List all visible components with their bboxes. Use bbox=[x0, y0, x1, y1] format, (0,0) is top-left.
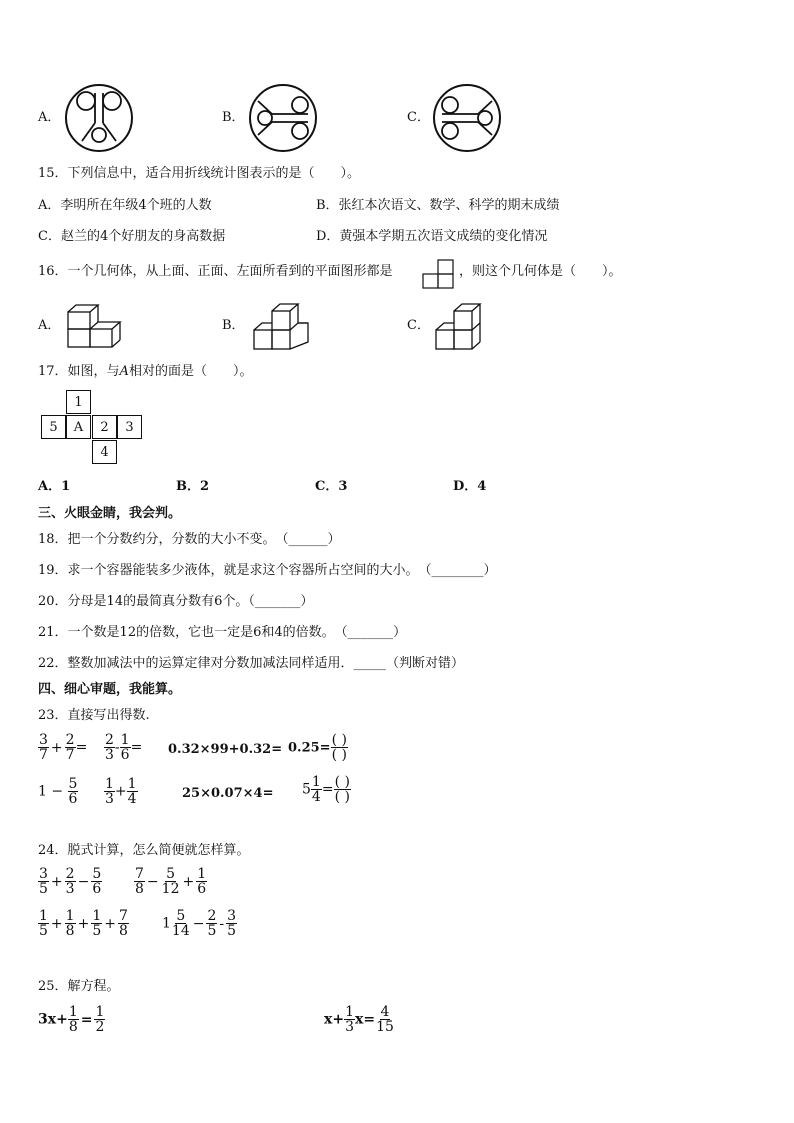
q15-option-d[interactable]: D．黄强本学期五次语文成绩的变化情况 bbox=[316, 229, 548, 244]
q16-option-b-label[interactable]: B． bbox=[222, 318, 245, 333]
q14-option-c-label: C． bbox=[407, 110, 430, 125]
q17-option-b[interactable]: B．2 bbox=[176, 479, 210, 494]
q20: 20．分母是14的最简真分数有6个。（_______） bbox=[38, 594, 314, 609]
q14-option-a-figure bbox=[64, 83, 134, 153]
q23-expr-2: $\frac{2}{3}$ - $\frac{1}{6}$ = bbox=[105, 732, 143, 763]
section-4-title: 四、细心审题，我能算。 bbox=[38, 682, 182, 697]
q14-option-c-figure bbox=[432, 83, 502, 153]
q25-equation-2: x+ $\frac{1}{3}$ x= $\frac{4}{15}$ bbox=[324, 1004, 394, 1035]
net-cell-right-1: 2 bbox=[92, 415, 117, 439]
q23-expr-6: $\frac{1}{3}$ + $\frac{1}{4}$ bbox=[105, 776, 137, 807]
q16-option-a-label[interactable]: A． bbox=[38, 318, 61, 333]
q17-option-c[interactable]: C．3 bbox=[315, 479, 348, 494]
q23-expr-3: 0.32×99+0.32= bbox=[168, 742, 283, 757]
net-cell-bottom: 4 bbox=[92, 440, 117, 464]
q25-equation-1: 3x+ $\frac{1}{8}$ = $\frac{1}{2}$ bbox=[38, 1004, 105, 1035]
q15-option-c[interactable]: C．赵兰的4个好朋友的身高数据 bbox=[38, 229, 226, 244]
q17-option-a[interactable]: A．1 bbox=[38, 479, 71, 494]
q16-stem-before: 16．一个几何体，从上面、正面、左面所看到的平面图形都是 bbox=[38, 264, 393, 279]
q16-option-a-figure bbox=[66, 302, 130, 350]
q24-expr-1: $\frac{3}{5}$ + $\frac{2}{3}$ − $\frac{5}{6}$ bbox=[39, 866, 102, 897]
q16-option-c-label[interactable]: C． bbox=[407, 318, 430, 333]
q23-expr-7: 25×0.07×4= bbox=[182, 786, 274, 801]
q17-stem-after: 相对的面是（ ）。 bbox=[128, 364, 253, 379]
q16-option-b-figure bbox=[252, 300, 316, 352]
q24-expr-2: $\frac{7}{8}$ − $\frac{5}{12}$ + $\frac{1}{6}$ bbox=[135, 866, 207, 897]
q21: 21．一个数是12的倍数，它也一定是6和4的倍数。 （_______） bbox=[38, 625, 407, 640]
q22: 22．整数加减法中的运算定律对分数加减法同样适用．_____（判断对错） bbox=[38, 656, 465, 671]
q24-expr-4: 1 $\frac{5}{14}$ − $\frac{2}{5}$ - $\frac{3}{5}$ bbox=[162, 908, 237, 939]
q17-option-d[interactable]: D．4 bbox=[453, 479, 487, 494]
q24-expr-3: $\frac{1}{5}$ + $\frac{1}{8}$ + $\frac{1}{5}$ + $\frac{7}{8}$ bbox=[39, 908, 128, 939]
q25-stem: 25．解方程。 bbox=[38, 979, 120, 994]
q19: 19．求一个容器能装多少液体，就是求这个容器所占空间的大小。 （________） bbox=[38, 563, 497, 578]
q23-expr-8: 5 $\frac{1}{4}$ = $\frac{( )}{( )}$ bbox=[302, 774, 350, 805]
q17-stem-before: 17．如图，与 bbox=[38, 364, 120, 379]
q15-option-a[interactable]: A．李明所在年级4个班的人数 bbox=[38, 198, 212, 213]
q14-option-b-label: B． bbox=[222, 110, 245, 125]
q16-stem-after: ，则这个几何体是（ ）。 bbox=[459, 264, 622, 279]
net-cell-top: 1 bbox=[66, 390, 91, 414]
q23-expr-4: 0.25= $\frac{( )}{( )}$ bbox=[288, 732, 347, 763]
q24-stem: 24．脱式计算，怎么简便就怎样算。 bbox=[38, 843, 250, 858]
q15-stem: 15．下列信息中，适合用折线统计图表示的是（ ）。 bbox=[38, 166, 361, 181]
q17-stem-var: A bbox=[119, 364, 129, 379]
section-3-title: 三、火眼金睛，我会判。 bbox=[38, 506, 182, 521]
q16-view-figure bbox=[421, 259, 455, 289]
q18: 18．把一个分数约分，分数的大小不变。 （______） bbox=[38, 532, 341, 547]
q23-expr-1: $\frac{3}{7}$ + $\frac{2}{7}$ = bbox=[39, 732, 88, 763]
q23-stem: 23．直接写出得数. bbox=[38, 708, 150, 723]
q14-option-b-figure bbox=[248, 83, 318, 153]
net-cell-left: 5 bbox=[41, 415, 66, 439]
q16-option-c-figure bbox=[434, 300, 490, 352]
q23-expr-5: 1 − $\frac{5}{6}$ bbox=[38, 776, 78, 807]
q14-option-a-label: A． bbox=[38, 110, 61, 125]
q17-stem bbox=[38, 364, 252, 380]
net-cell-center: A bbox=[66, 415, 91, 439]
net-cell-right-2: 3 bbox=[117, 415, 142, 439]
q15-option-b[interactable]: B．张红本次语文、数学、科学的期末成绩 bbox=[316, 198, 560, 213]
